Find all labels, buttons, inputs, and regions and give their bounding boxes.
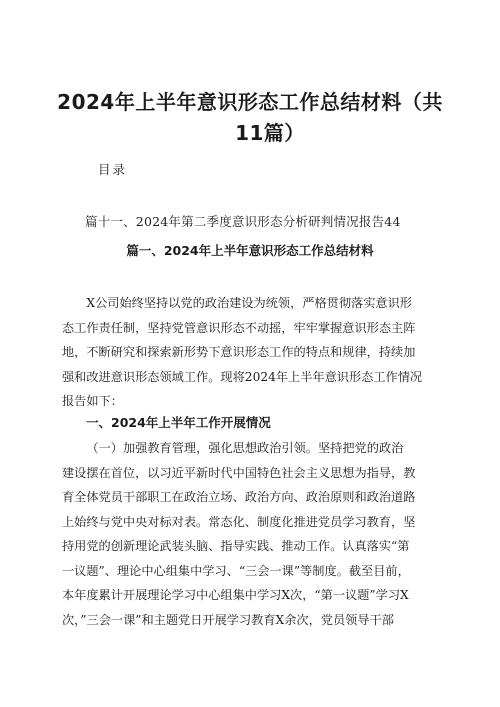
- paragraph-line: X公司始终坚持以党的政治建设为统领，严格贯彻落实意识形: [86, 296, 412, 310]
- body-paragraph: [62, 436, 442, 632]
- paragraph-line: 地，不断研究和探索新形势下意识形态工作的特点和规律，持续加: [62, 345, 416, 359]
- paragraph-line: 育全体党员干部职工在政治立场、政治方向、政治原则和政治道路: [62, 490, 416, 504]
- paragraph-line: （一）加强教育管理，强化思想政治引领。坚持把党的政治: [86, 441, 404, 455]
- toc-item: 篇十一、2024年第二季度意识形态分析研判情况报告44: [85, 214, 401, 229]
- paragraph-line: 一议题”、理论中心组集中学习、“三会一课”等制度。截至目前，: [62, 563, 410, 578]
- section-heading: 篇一、2024年上半年意识形态工作总结材料: [126, 243, 374, 258]
- intro-paragraph: [62, 291, 442, 414]
- paragraph-line: 态工作责任制，坚持党管意识形态不动摇，牢牢掌握意识形态主阵: [62, 320, 416, 335]
- document-title-line-1: 2024年上半年意识形态工作总结材料（共: [57, 90, 443, 114]
- document-title-line-2: 11篇）: [235, 121, 305, 145]
- paragraph-line: 报告如下：: [62, 394, 123, 408]
- paragraph-line: 上始终与党中央对标对表。常态化、制度化推进党员学习教育，坚: [62, 514, 416, 529]
- paragraph-line: 持用党的创新理论武装头脑、指导实践、推动工作。认真落实“第: [62, 539, 410, 553]
- paragraph-line: 强和改进意识形态领域工作。现将2024年上半年意识形态工作情况: [62, 369, 423, 384]
- subheading-work-progress: 一、2024年上半年工作开展情况: [86, 415, 271, 430]
- paragraph-line: 建设摆在首位，以习近平新时代中国特色社会主义思想为指导，教: [62, 465, 416, 480]
- paragraph-line: 本年度累计开展理论学习中心组集中学习X次，“第一议题”学习X: [62, 588, 409, 602]
- toc-label: 目录: [98, 162, 128, 177]
- paragraph-line: 次，”三会一课”和主题党日开展学习教育X余次，党员领导干部: [62, 612, 394, 627]
